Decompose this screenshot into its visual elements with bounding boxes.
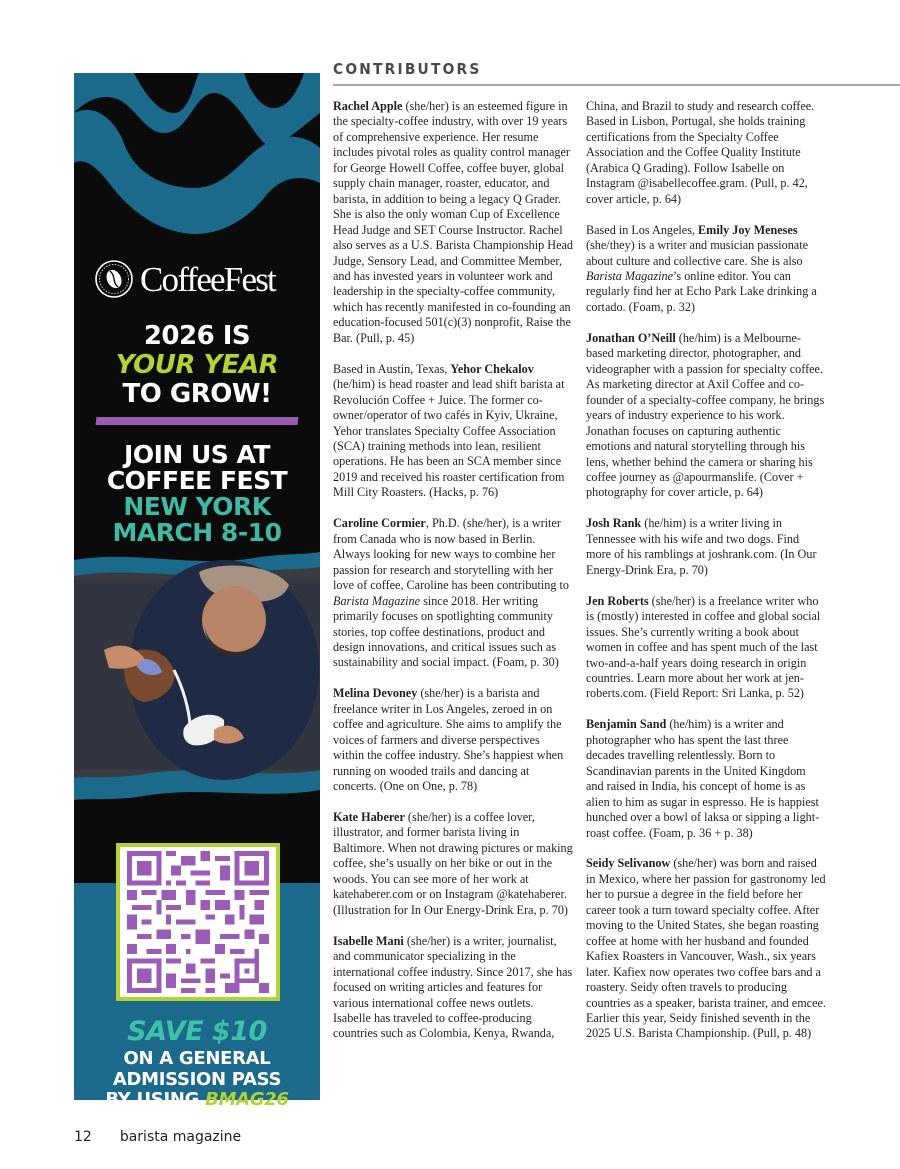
contributor-bio-rachel-apple: Rachel Apple (she/her) is an esteemed figure in the specialty-coffee industry, with over 19 years of comprehensive experience. Her resume includes pivotal roles as quality control manager for George Howell Coffee, coffee buyer, global supply chain manager, roaster, educator, and barista, in addition to being a legacy Q Grader. She is also the only woman Cup of Excellence Head Judge and SET Course Instructor. Rachel also serves as a U.S. Barista Championship Head Judge, Sensory Lead, and Committee Member, and has invested years in volunteer work and leadership in the specialty-coffee community, which has recently manifested in co-founding an education-focused 501(c)(3) nonprofit, Raise the Bar. (Pull, p. 45) — [333, 99, 573, 345]
contributor-name: Rachel Apple — [333, 99, 403, 113]
contributor-name: Melina Devoney — [333, 686, 418, 701]
offer-headline: SAVE $10 — [127, 1016, 267, 1047]
promo-code: BMAG26 — [205, 1089, 289, 1110]
contributor-name: Benjamin Sand — [586, 717, 667, 732]
contributor-name: Emily Joy Meneses — [698, 222, 798, 237]
event-line-1: JOIN US AT — [124, 440, 270, 469]
headline-line-1: 2026 IS — [143, 321, 251, 351]
event-dates: MARCH 8-10 — [112, 518, 282, 547]
coffee-fest-advertisement — [74, 73, 320, 1131]
coffee-fest-logo — [94, 258, 304, 300]
contributor-bio-caroline-cormier: Caroline Cormier, Ph.D. (she/her), is a writer from Canada who is now based in Berlin. Always looking for new ways to combine her passion for research and storytelling with her love of coffee, Caroline has been contributing to Barista Magazine since 2018. Her writing primarily focuses on spotlighting community stories, top coffee destinations, product and design innovations, and critical issues such as sustainability and social impact. (Foam, p. 30) — [333, 516, 570, 670]
offer-line-3-prefix: BY USING — [105, 1089, 206, 1110]
page-footer — [74, 1129, 241, 1145]
contributor-bio-isabelle-mani: Isabelle Mani (she/her) is a writer, journalist, and communicator specializing in the international coffee industry. Since 2017, she has focused on writing articles and features for various international coffee news outlets. Isabelle has traveled to coffee-producing countries such as Colombia, Kenya, Rwanda, — [333, 933, 573, 1041]
offer-line-2: ADMISSION PASS — [112, 1069, 282, 1090]
contributor-bio-isabelle-mani-continued: China, and Brazil to study and research coffee. Based in Lisbon, Portugal, she holds training certifications from the Specialty Coffee Association and the Coffee Quality Institute (Arabica Q Grading). Follow Isabelle on Instagram @isabellecoffee.gram. (Pull, p. 42, cover article, p. 64) — [586, 99, 815, 206]
coffee-bean-emblem-icon — [94, 259, 134, 299]
contributor-name: Isabelle Mani — [333, 933, 404, 948]
contributor-bio-yehor-chekalov: Based in Austin, Texas, Yehor Chekalov (he/him) is head roaster and lead shift barista at Revolución Coffee + Juice. The former co-owner/operator of two cafés in Kyiv, Ukraine, Yehor translates Specialty Coffee Association (SCA) training methods into lean, resilient operations. He has been an SCA member since 2019 and received his roaster certification from Mill City Roasters. (Hacks, p. 76) — [333, 361, 565, 500]
contributor-name: Yehor Chekalov — [450, 361, 534, 376]
section-title-rule — [333, 84, 900, 86]
offer-line-1: ON A GENERAL — [123, 1048, 271, 1069]
qr-code[interactable] — [116, 843, 280, 1001]
purple-divider — [96, 417, 299, 425]
brand-name: CoffeeFest — [140, 259, 275, 299]
contributor-bio-emily-joy-meneses: Based in Los Angeles, Emily Joy Meneses (she/they) is a writer and musician passionate about culture and collective care. She is also Barista Magazine’s online editor. You can regularly find her at Echo Park Lake drinking a cortado. (Foam, p. 32) — [586, 222, 817, 314]
contributor-bio-jen-roberts: Jen Roberts (she/her) is a freelance writer who is (mostly) interested in coffee and global social issues. She’s currently writing a book about women in coffee and has spent much of the last two-and-a-half years doing research in origin countries. Learn more about her work at jen-roberts.com. (Field Report: Sri Lanka, p. 52) — [586, 593, 821, 701]
contributor-bio-jonathan-oneill: Jonathan O’Neill (he/him) is a Melbourne-based marketing director, photographer, and videographer with a passion for specialty coffee. As marketing director at Axil Coffee and co-founder of a specialty-coffee company, he brings years of industry experience to his work. Jonathan focuses on capturing authentic emotions and natural storytelling through his lens, whether behind the camera or sharing his coffee journey as @apourmanslife. (Cover + photography for cover article, p. 64) — [586, 330, 825, 500]
contributor-name: Seidy Selivanow — [586, 856, 671, 871]
contributors-column-1 — [333, 99, 573, 1057]
contributor-name: Jonathan O’Neill — [586, 330, 676, 345]
contributor-bio-josh-rank: Josh Rank (he/him) is a writer living in Tennessee with his wife and two dogs. Find more of his ramblings at joshrank.com. (In Our Energy-Drink Era, p. 70) — [586, 516, 817, 577]
page-number: 12 — [74, 1129, 92, 1145]
contributor-name: Kate Haberer — [333, 810, 405, 825]
publication-title: Barista Magazine — [586, 269, 674, 284]
contributor-name: Josh Rank — [586, 516, 642, 531]
publication-title: Barista Magazine — [333, 593, 421, 608]
offer-line-4: AT CHECKOUT — [128, 1110, 266, 1131]
contributor-bio-seidy-selivanow: Seidy Selivanow (she/her) was born and raised in Mexico, where her passion for gastronomy led her to pursue a degree in the field before her career took a turn toward specialty coffee. After moving to the United States, she began roasting coffee at home with her husband and founded Kafiex Roasters in Vancouver, Wash., six years later. Kafiex now operates two coffee bars and a roastery. Seidy often travels to producing countries as a speaker, barista trainer, and emcee. Earlier this year, Seidy finished seventh in the 2025 U.S. Barista Championship. (Pull, p. 48) — [586, 856, 826, 1041]
event-city: NEW YORK — [123, 492, 271, 521]
barista-pouring-latte-photo — [74, 550, 320, 810]
qr-code-icon — [125, 851, 271, 993]
contributor-name: Caroline Cormier — [333, 516, 426, 531]
contributor-bio-kate-haberer: Kate Haberer (she/her) is a coffee lover, illustrator, and former barista living in Baltimore. When not drawing pictures or making coffee, she’s usually on her bike or out in the woods. You can see more of her work at katehaberer.com or on Instagram @katehaberer. (Illustration for In Our Energy-Drink Era, p. 70) — [333, 810, 573, 917]
headline-line-2: YOUR YEAR — [115, 350, 279, 380]
contributor-bio-benjamin-sand: Benjamin Sand (he/him) is a writer and photographer who has spent the last three decades travelling relentlessly. Born to Scandinavian parents in the United Kingdom and raised in India, his concept of home is as alien to him as sugar in espresso. He is happiest hunched over a bowl of laksa or sipping a light-roast coffee. (Foam, p. 36 + p. 38) — [586, 717, 820, 840]
offer-line-3 — [74, 1091, 320, 1109]
section-title: CONTRIBUTORS — [333, 60, 482, 78]
contributor-bio-melina-devoney: Melina Devoney (she/her) is a barista and freelance writer in Los Angeles, zeroed in on coffee and agriculture. She aims to amplify the voices of farmers and diverse perspectives within the coffee industry. She’s happiest when running on wooded trails and dancing at concerts. (One on One, p. 78) — [333, 686, 564, 794]
blue-brushstroke-graphic — [74, 73, 320, 263]
publication-name: barista magazine — [119, 1129, 242, 1145]
event-line-2: COFFEE FEST — [106, 466, 288, 495]
contributors-column-2 — [586, 99, 826, 1057]
contributor-name: Jen Roberts — [586, 593, 649, 608]
headline-line-3: TO GROW! — [122, 379, 272, 409]
